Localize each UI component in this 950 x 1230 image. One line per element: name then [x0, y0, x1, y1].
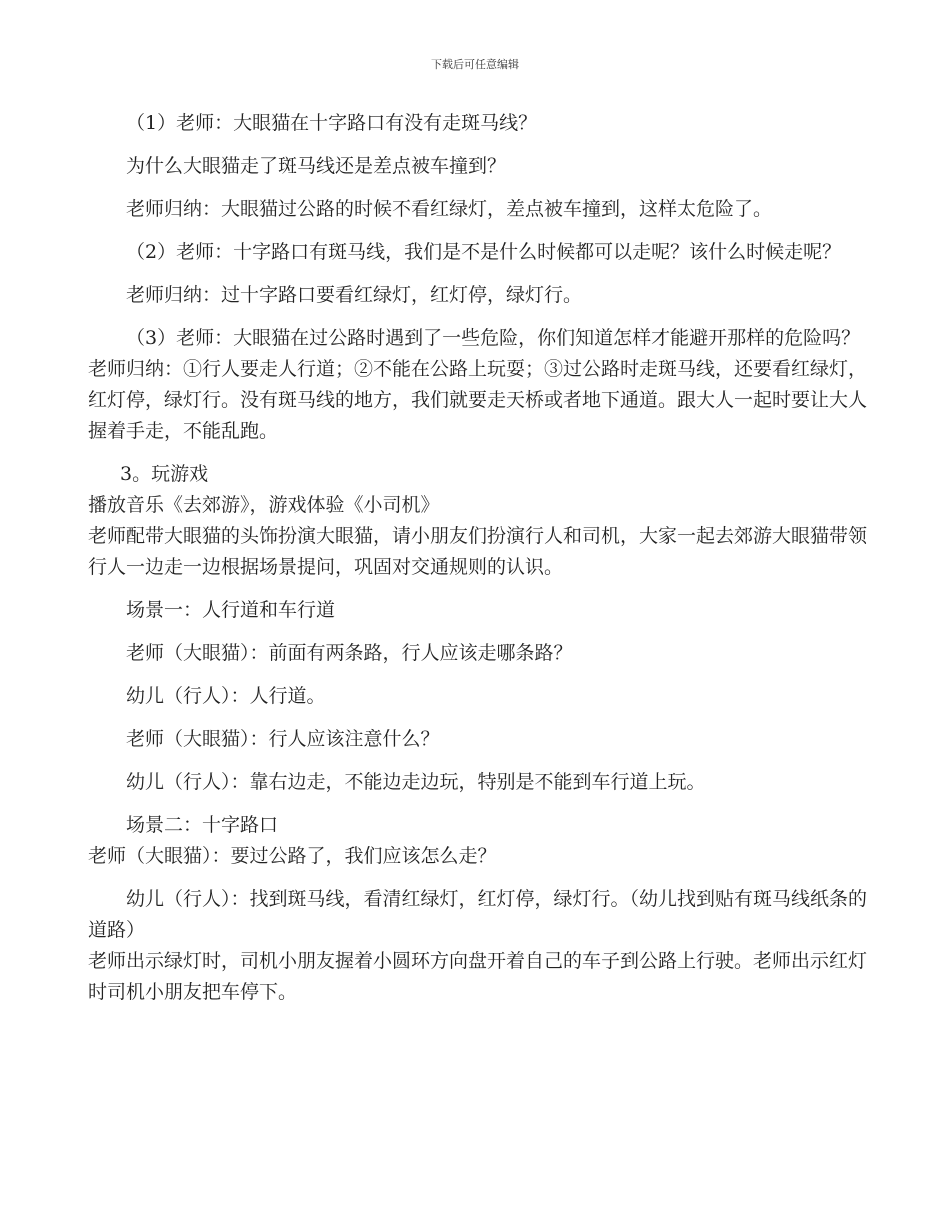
paragraph-game-setup: 老师配带大眼猫的头饰扮演大眼猫，请小朋友们扮演行人和司机，大家一起去郊游大眼猫带领行人一边走一边根据场景提问，巩固对交通规则的认识。	[88, 525, 868, 578]
dialogue-teacher-2: 老师（大眼猫）：行人应该注意什么？	[126, 728, 440, 750]
scene-one-heading: 场景一：人行道和车行道	[126, 599, 336, 621]
paragraph-summary-2: 老师归纳：过十字路口要看红绿灯，红灯停，绿灯行。	[126, 284, 583, 306]
paragraph-question-3: （3）老师：大眼猫在过公路时遇到了一些危险，你们知道怎样才能避开那样的危险吗？老师归纳：①行人要走人行道；②不能在公路上玩耍；③过公路时走斑马线，还要看红绿灯，红灯停，绿灯行。没有斑马线的地方，我们就要走天桥或者地下通道。跟大人一起时要让大人握着手走，不能乱跑。	[88, 327, 868, 442]
paragraph-why: 为什么大眼猫走了斑马线还是差点被车撞到？	[126, 155, 507, 177]
paragraph-summary-1: 老师归纳：大眼猫过公路的时候不看红绿灯，差点被车撞到，这样太危险了。	[126, 198, 773, 220]
dialogue-child-3: 幼儿（行人）：找到斑马线，看清红绿灯，红灯停，绿灯行。（幼儿找到贴有斑马线纸条的道路）	[88, 888, 868, 941]
dialogue-teacher-1: 老师（大眼猫）：前面有两条路，行人应该走哪条路？	[126, 642, 573, 664]
dialogue-child-1: 幼儿（行人）：人行道。	[126, 685, 326, 707]
page-header: 下载后可任意编辑	[431, 58, 519, 71]
scene-two-heading: 场景二：十字路口	[126, 814, 279, 836]
document-body	[88, 108, 868, 1008]
dialogue-teacher-3: 老师（大眼猫）：要过公路了，我们应该怎么走？	[88, 845, 497, 867]
section-heading-game: 3。玩游戏	[120, 463, 209, 485]
paragraph-question-1: （1）老师：大眼猫在十字路口有没有走斑马线？	[126, 112, 538, 134]
paragraph-question-2: （2）老师：十字路口有斑马线，我们是不是什么时候都可以走呢？该什么时候走呢？	[126, 241, 842, 263]
paragraph-traffic-light: 老师出示绿灯时，司机小朋友握着小圆环方向盘开着自己的车子到公路上行驶。老师出示红灯时司机小朋友把车停下。	[88, 950, 868, 1003]
paragraph-music: 播放音乐《去郊游》，游戏体验《小司机》	[88, 494, 440, 516]
dialogue-child-2: 幼儿（行人）：靠右边走，不能边走边玩，特别是不能到车行道上玩。	[126, 771, 706, 793]
